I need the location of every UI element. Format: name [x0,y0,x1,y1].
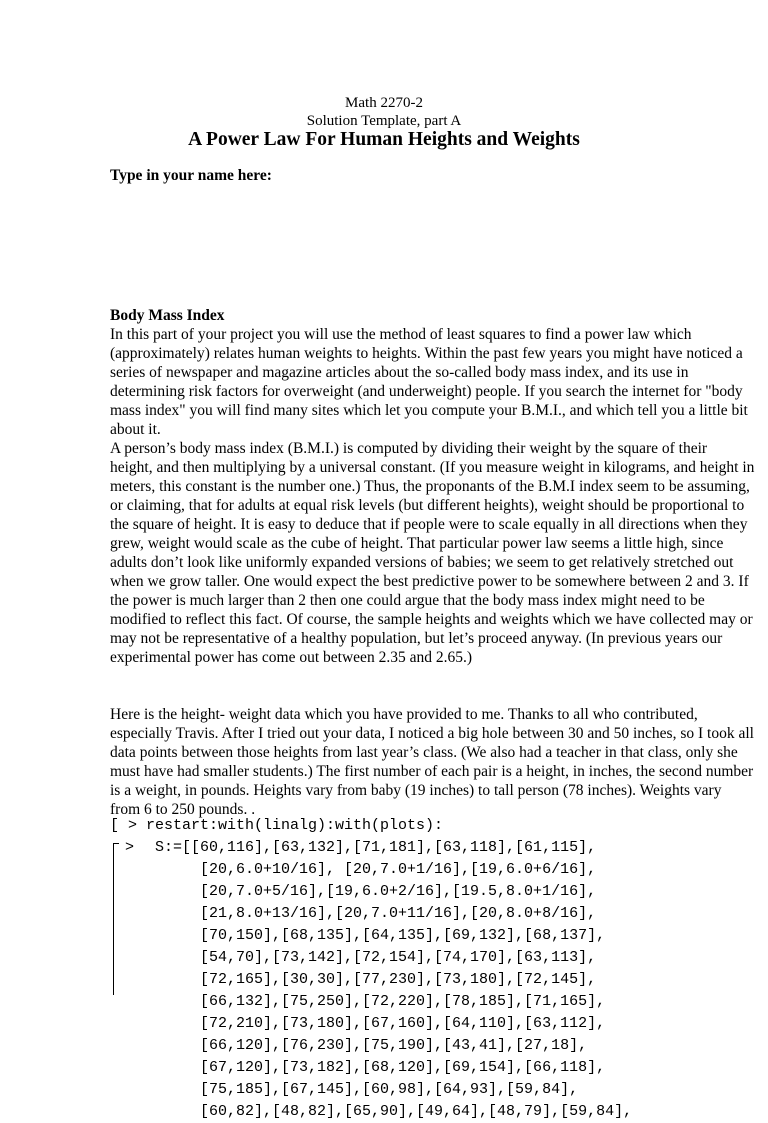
text-line: series of newspaper and magazine articles about the so-called body mass index, and its use in [110,364,689,381]
text-line: A person’s body mass index (B.M.I.) is computed by dividing their weight by the square of their [110,440,708,457]
execution-group-bracket [113,843,119,995]
text-line: [20,7.0+5/16],[19,6.0+2/16],[19.5,8.0+1/16], [155,883,597,900]
text-line: determining risk factors for overweight (and underweight) people. If you search the internet for "body [110,383,743,400]
text-line: [60,82],[48,82],[65,90],[49,64],[48,79],[59,84], [155,1103,633,1120]
text-line: [66,120],[76,230],[75,190],[43,41],[27,18], [155,1037,588,1054]
text-line: (approximately) relates human weights to heights. Within the past few years you might have noticed a [110,345,743,362]
text-line: In this part of your project you will use the method of least squares to find a power law which [110,326,692,343]
text-line: [20,6.0+10/16], [20,7.0+1/16],[19,6.0+6/16], [155,861,597,878]
text-line: about it. [110,421,161,438]
paragraph-data [110,705,754,819]
text-line: Here is the height- weight data which you have provided to me. Thanks to all who contributed, [110,706,698,723]
text-line: may not be representative of a healthy population, but let’s proceed anyway. (In previous years our [110,630,723,647]
text-line: [75,185],[67,145],[60,98],[64,93],[59,84], [155,1081,579,1098]
text-line: [72,210],[73,180],[67,160],[64,110],[63,112], [155,1015,606,1032]
text-line: height, and then multiplying by a universal constant. (If you measure weight in kilograms, and height in [110,459,755,476]
maple-prompt: > [125,839,144,856]
text-line: the power is much larger than 2 then one could argue that the body mass index might need to be [110,592,705,609]
text-line: from 6 to 250 pounds. . [110,801,256,818]
text-line: [54,70],[73,142],[72,154],[74,170],[63,113], [155,949,597,966]
text-line: S:=[[60,116],[63,132],[71,181],[63,118],[61,115], [155,839,597,856]
text-line: must have had smaller students.) The first number of each pair is a height, in inches, the second number [110,763,754,780]
text-line: [21,8.0+13/16],[20,7.0+11/16],[20,8.0+8/16], [155,905,597,922]
text-line: modified to reflect this fact. Of course, the sample heights and weights which we have collected may or [110,611,753,628]
text-line: mass index" you will find many sites which let you compute your B.M.I., and which tell you a little bit [110,402,748,419]
course-number: Math 2270-2 [345,95,423,111]
text-line: adults don’t look like uniformly expanded versions of babies; we seem to get relatively stretched out [110,554,734,571]
page-title: A Power Law For Human Heights and Weights [188,129,580,150]
paragraph-bmi [110,439,755,667]
template-subtitle: Solution Template, part A [306,113,462,129]
text-line: is a weight, in pounds. Heights vary from baby (19 inches) to tall person (78 inches). Weights vary [110,782,722,799]
maple-command-data[interactable] [155,837,632,1123]
text-line: [72,165],[30,30],[77,230],[73,180],[72,145], [155,971,597,988]
text-line: [66,132],[75,250],[72,220],[78,185],[71,165], [155,993,606,1010]
text-line: or claiming, that for adults at equal risk levels (but different heights), weight should be proportional to [110,497,745,514]
section-heading: Body Mass Index [110,307,225,324]
text-line: [70,150],[68,135],[64,135],[69,132],[68,137], [155,927,606,944]
name-prompt[interactable]: Type in your name here: [110,167,272,184]
text-line: when we grow taller. One would expect the best predictive power to be somewhere between 2 and 3. If [110,573,749,590]
text-line: especially Travis. After I tried out your data, I noticed a big hole between 30 and 50 inches, so I took all [110,725,754,742]
text-line: the square of height. It is easy to deduce that if people were to scale equally in all directions when they [110,516,748,533]
text-line: experimental power has come out between 2.35 and 2.65.) [110,649,472,666]
text-line: grew, weight would scale as the cube of height. That particular power law seems a little high, since [110,535,724,552]
text-line: data points between those heights from last year’s class. (We also had a teacher in that class, only she [110,744,738,761]
text-line: [67,120],[73,182],[68,120],[69,154],[66,118], [155,1059,606,1076]
text-line: meters, this constant is the number one.) Thus, the proponants of the B.M.I index seem to be assuming, [110,478,750,495]
paragraph-intro [110,325,748,439]
maple-command-restart[interactable]: [ > restart:with(linalg):with(plots): [110,817,444,834]
